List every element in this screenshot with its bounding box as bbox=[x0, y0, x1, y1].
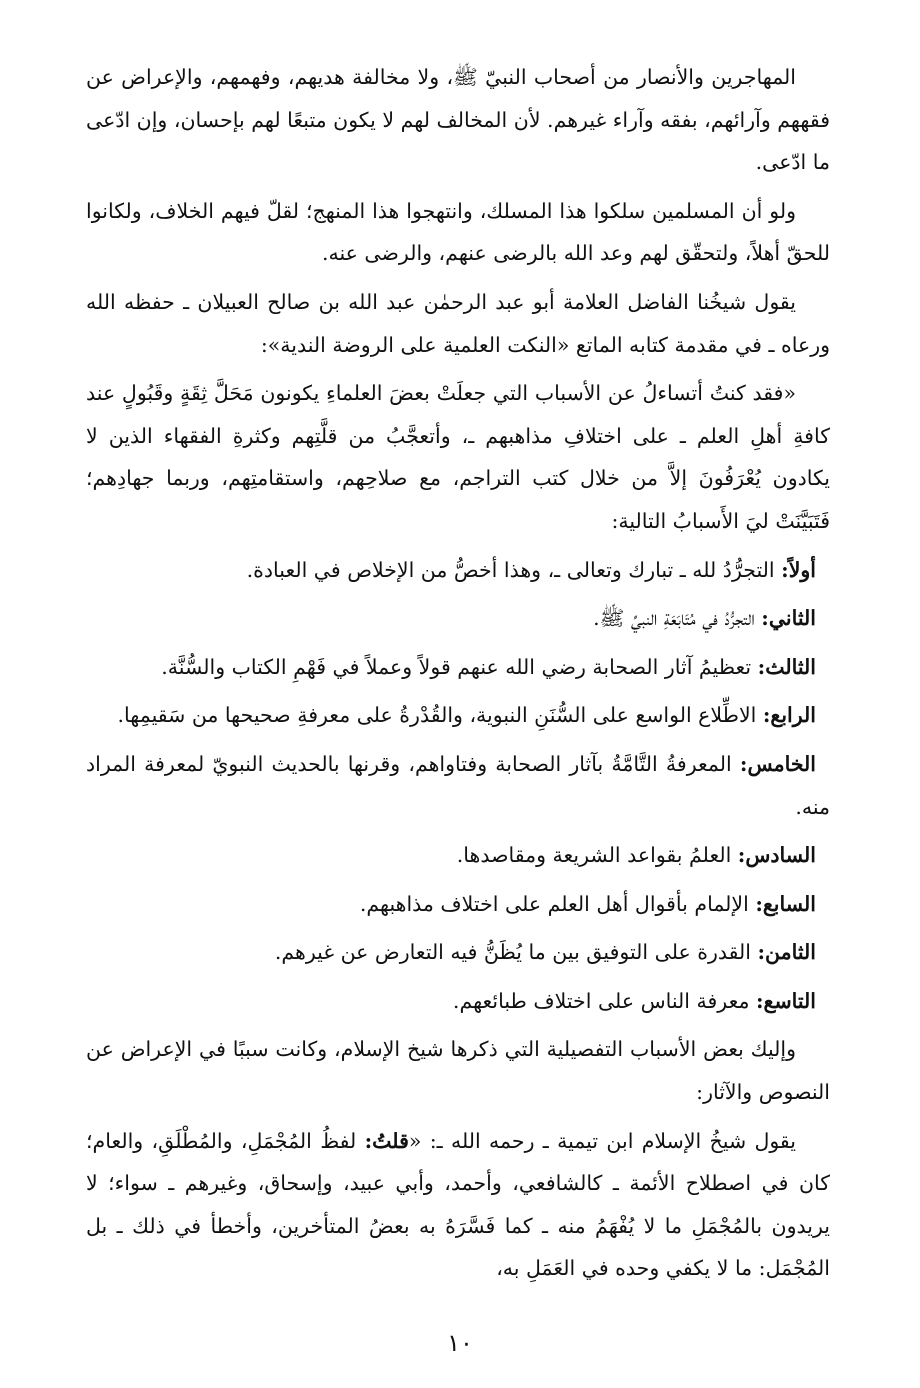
reason-text: التجرُّدُ لله ـ تبارك وتعالى ـ، وهذا أخصُّ من الإخلاص في العبادة. bbox=[246, 557, 782, 582]
reason-item-3 bbox=[86, 646, 830, 689]
reason-item-2 bbox=[86, 597, 830, 640]
reason-term: الثاني: bbox=[761, 606, 816, 631]
reason-text: تعظيمُ آثار الصحابة رضي الله عنهم قولاً وعملاً في فَهْمِ الكتاب والسُّنَّة. bbox=[161, 654, 758, 679]
page-number: ١٠ bbox=[447, 1329, 473, 1357]
reason-text: الاطِّلاع الواسع على السُّنَنِ النبوية، والقُدْرةُ على معرفةِ صحيحها من سَقيمِها. bbox=[117, 703, 763, 728]
reason-item-7 bbox=[86, 883, 830, 926]
body-text bbox=[86, 56, 830, 1290]
paragraph-sheikh-quote-intro: يقول شيخُنا الفاضل العلامة أبو عبد الرحمٰن عبد الله بن صالح العبيلان ـ حفظه الله ورعاه ـ في مقدمة كتابه الماتع «النكت العلمية على الروضة الندية»: bbox=[86, 289, 830, 357]
paragraph-quote-reasons: «فقد كنتُ أتساءلُ عن الأسباب التي جعلَتْ بعضَ العلماءِ يكونون مَحَلَّ ثِقَةٍ وقَبُولٍ عند كافةِ أهلِ العلم ـ على اختلافِ مذاهبهم ـ، وأتعجَّبُ من قلَّتِهم وكثرةِ الفقهاء الذين لا يكادون يُعْرَفُونَ إلاَّ من خلال كتب التراجم، مع صلاحِهم، واستقامتِهم، وربما جهادِهم؛ فَتَبَيَّنَتْ ليَ الأَسبابُ التالية: bbox=[86, 381, 830, 533]
reason-text: معرفة الناس على اختلاف طبائعهم. bbox=[452, 988, 756, 1013]
reason-term: الثامن: bbox=[757, 940, 816, 965]
quote-term: قلتُ: bbox=[364, 1128, 409, 1153]
reason-item-8 bbox=[86, 931, 830, 974]
reason-term: أولاً: bbox=[781, 557, 816, 582]
reason-item-9 bbox=[86, 980, 830, 1023]
reason-text: الإلمام بأقوال أهل العلم على اختلاف مذاهبهم. bbox=[359, 891, 756, 916]
reason-text: التجرُّدُ في مُتَابَعَةِ النبيِّ ﷺ. bbox=[593, 606, 762, 631]
reason-term: الخامس: bbox=[739, 751, 816, 776]
reason-item-4 bbox=[86, 694, 830, 737]
paragraph-ibn-taymiyya bbox=[86, 1120, 830, 1290]
reason-term: الرابع: bbox=[762, 703, 816, 728]
reason-text: القدرة على التوفيق بين ما يُظَنُّ فيه التعارض عن غيرهم. bbox=[274, 940, 758, 965]
reason-text: المعرفةُ التَّامَّةُ بآثار الصحابة وفتاواهم، وقرنها بالحديث النبويّ لمعرفة المراد منه. bbox=[86, 751, 830, 819]
reason-item-1 bbox=[86, 549, 830, 592]
quote-text: لفظُ المُجْمَلِ، والمُطْلَقِ، والعام؛ كان في اصطلاح الأئمة ـ كالشافعي، وأحمد، وأبي عبيد، وإسحاق، وغيرهم ـ سواء؛ لا يريدون بالمُجْمَلِ ما لا يُفْهَمُ منه ـ كما فَسَّرَهُ به بعضُ المتأخرين، وأخطأ في ذلك ـ بل المُجْمَل: ما لا يكفي وحده في العَمَلِ به، bbox=[86, 1128, 830, 1281]
reason-item-5 bbox=[86, 743, 830, 828]
reason-term: السادس: bbox=[737, 843, 816, 868]
reason-item-6 bbox=[86, 834, 830, 877]
reason-term: الثالث: bbox=[757, 654, 816, 679]
paragraph-closing: وإليك بعض الأسباب التفصيلية التي ذكرها شيخ الإسلام، وكانت سببًا في الإعراض عن النصوص والآثار: bbox=[86, 1037, 830, 1105]
reason-text: العلمُ بقواعد الشريعة ومقاصدها. bbox=[456, 843, 738, 868]
paragraph-if-muslims: ولو أن المسلمين سلكوا هذا المسلك، وانتهجوا هذا المنهج؛ لقلّ فيهم الخلاف، ولكانوا للحقّ أهلاً، ولتحقّق لهم وعد الله بالرضى عنهم، والرضى عنه. bbox=[86, 198, 830, 266]
quote-intro: يقول شيخُ الإسلام ابن تيمية ـ رحمه الله ـ: « bbox=[408, 1128, 797, 1153]
reason-term: التاسع: bbox=[755, 988, 816, 1013]
reason-term: السابع: bbox=[755, 891, 816, 916]
paragraph-companions: المهاجرين والأنصار من أصحاب النبيّ ﷺ، ولا مخالفة هديهم، وفهمهم، والإعراض عن فقههم وآرائهم، بفقه وآراء غيرهم. لأن المخالف لهم لا يكون متبعًا لهم بإحسان، وإن ادّعى ما ادّعى. bbox=[86, 65, 830, 175]
